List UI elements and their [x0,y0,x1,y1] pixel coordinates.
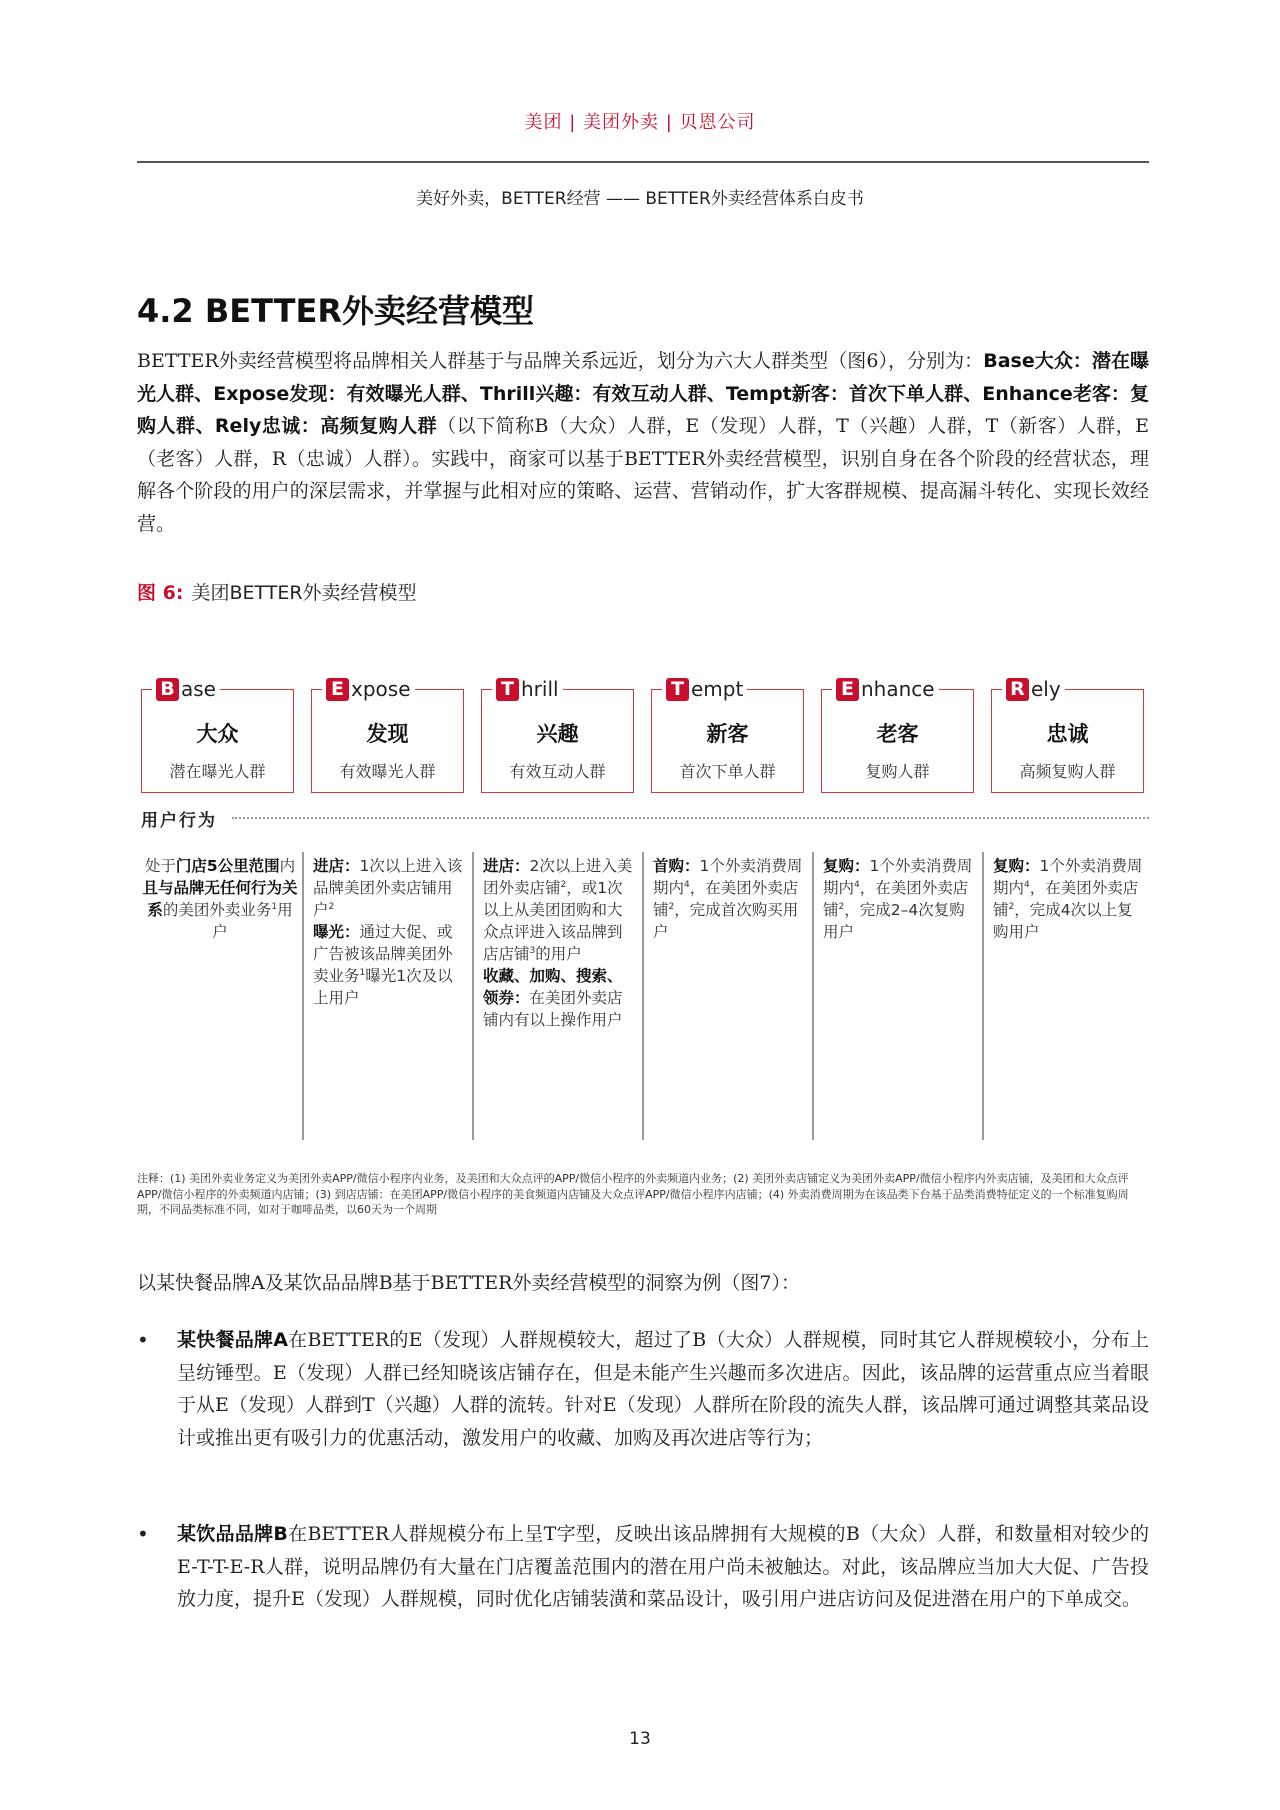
card-enhance [821,677,974,793]
header-divider [137,161,1149,163]
behavior-col-rely [993,855,1143,943]
footnote-ref: 2 [838,901,845,912]
card-letter: B [156,678,179,701]
column-divider [472,852,474,1140]
footnote-ref: 1 [359,967,366,978]
card-letter: T [666,678,689,701]
card-name: 忠诚 [1046,722,1089,746]
col-text: ，在美团外卖店铺 [823,879,969,919]
example-lead: 以某快餐品牌A及某饮品品牌B基于BETTER外卖经营模型的洞察为例（图7）： [137,1272,800,1294]
card-word: empt [691,677,744,701]
footnote-ref: 4 [854,879,860,890]
footnote-ref: 2 [328,901,335,912]
card-desc: 首次下单人群 [679,762,776,781]
card-tempt [651,677,804,793]
col-text: ，完成4次以上复购用户 [993,901,1133,941]
col-text: 2次以上进入美团外卖店铺 [483,857,633,897]
footnote-ref: 4 [1024,879,1030,890]
col-text: 通过大促、或广告被该品牌美团外卖业务 [313,923,453,985]
intro-text-2: （以下简称B（大众）人群，E（发现）人群，T（兴趣）人群，T（新客）人群，E（老客）人群，R（忠诚）人群）。实践中，商家可以基于BETTER外卖经营模型，识别自身在各个阶段的经营状态，理解各个阶段的用户的深层需求，并掌握与此相对应的策略、运营、营销动作，扩大客群规模、提高漏斗转化、实现长效经营。 [137,415,1149,535]
col-text: 1个外卖消费周期内 [993,857,1143,897]
card-desc: 有效互动人群 [509,762,606,781]
col-text: ，完成2–4次复购用户 [823,901,965,941]
footnote-ref: 1 [271,901,278,912]
col-bold: 收藏、加购、搜索、领券： [483,967,623,1007]
card-word: ely [1031,677,1061,701]
card-name: 兴趣 [536,722,579,746]
footnote-ref: 2 [560,879,567,890]
col-text: 1个外卖消费周期内 [823,857,973,897]
column-divider [302,852,304,1140]
behavior-col-tempt [653,855,803,943]
card-name: 大众 [196,722,239,746]
card-word: ase [181,677,216,701]
intro-bold-groups: Base大众：潜在曝光人群、Expose发现：有效曝光人群、Thrill兴趣：有效互动人群、Tempt新客：首次下单人群、Enhance老客：复购人群、Rely忠诚：高频复购人群 [137,350,1150,437]
col-text: 处于 [144,857,176,875]
card-head [832,676,939,702]
card-word: xpose [351,677,411,701]
bullet-item [137,1324,1149,1454]
card-expose [311,677,464,793]
col-text: 曝光1次及以上用户 [313,967,453,1007]
column-divider [642,852,644,1140]
card-head [152,676,220,702]
col-text: ，在美团外卖店铺 [653,879,799,919]
bullet-text: 在BETTER人群规模分布上呈T字型，反映出该品牌拥有大规模的B（大众）人群，和数量相对较少的E-T-T-E-R人群，说明品牌仍有大量在门店覆盖范围内的潜在用户尚未被触达。对此，该品牌应当加大大促、广告投放力度，提升E（发现）人群规模，同时优化店铺装潢和菜品设计，吸引用户进店访问及促进潜在用户的下单成交。 [177,1523,1150,1610]
behavior-divider [232,817,1149,819]
section-title: 4.2 BETTER外卖经营模型 [137,292,534,330]
intro-paragraph [137,345,1149,540]
card-name: 发现 [366,722,409,746]
card-name: 新客 [706,722,749,746]
col-bold: 复购： [823,857,870,875]
card-desc: 高频复购人群 [1019,762,1116,781]
card-desc: 有效曝光人群 [339,762,436,781]
col-text: 用户 [212,901,293,941]
card-thrill [481,677,634,793]
card-head [322,676,415,702]
card-letter: E [836,678,859,701]
col-bold: 门店5公里范围 [175,857,280,875]
intro-text-1: BETTER外卖经营模型将品牌相关人群基于与品牌关系远近，划分为六大人群类型（图6），分别为： [137,350,984,372]
behavior-col-thrill [483,855,633,1031]
behavior-col-base [141,855,299,943]
card-letter: E [326,678,349,701]
col-text: 1个外卖消费周期内 [653,857,803,897]
bullet-dot-icon: • [137,1522,149,1546]
figure-title: 美团BETTER外卖经营模型 [191,582,417,604]
card-base [141,677,294,793]
bullet-item [137,1518,1149,1616]
behavior-col-enhance [823,855,973,943]
card-word: hrill [521,677,559,701]
behavior-title: 用户行为 [141,811,217,831]
col-bold: 复购： [993,857,1040,875]
card-word: nhance [861,677,935,701]
column-divider [812,852,814,1140]
col-text: 内 [279,857,296,875]
bullet-dot-icon: • [137,1328,149,1352]
behavior-col-expose [313,855,463,1009]
card-desc: 潜在曝光人群 [169,762,266,781]
figure-label: 图 6: [137,582,184,604]
col-bold: 曝光： [313,923,360,941]
col-text: ，完成首次购买用户 [653,901,799,941]
col-text: 1次以上进入该品牌美团外卖店铺用户 [313,857,463,919]
bullet-bold: 某饮品品牌B [177,1523,288,1545]
header-subtitle: 美好外卖，BETTER经营 —— BETTER外卖经营体系白皮书 [416,189,864,209]
col-bold: 进店： [483,857,530,875]
card-desc: 复购人群 [865,762,930,781]
page-number: 13 [629,1729,651,1749]
card-head [1002,676,1065,702]
col-bold: 进店： [313,857,360,875]
col-text: 的美团外卖业务 [162,901,272,919]
card-name: 老客 [876,722,919,746]
card-head [492,676,563,702]
col-text: 在美团外卖店铺内有以上操作用户 [483,989,623,1029]
footnote-ref: 2 [1008,901,1015,912]
card-letter: T [496,678,519,701]
bullet-text: 在BETTER的E（发现）人群规模较大，超过了B（大众）人群规模，同时其它人群规模较小，分布上呈纺锤型。E（发现）人群已经知晓该店铺存在，但是未能产生兴趣而多次进店。因此，该品牌的运营重点应当着眼于从E（发现）人群到T（兴趣）人群的流转。针对E（发现）人群所在阶段的流失人群，该品牌可通过调整其菜品设计或推出更有吸引力的优惠活动，激发用户的收藏、加购及再次进店等行为； [177,1329,1149,1449]
col-bold: 首购： [653,857,700,875]
col-text: ，在美团外卖店铺 [993,879,1139,919]
header-org: 美团 | 美团外卖 | 贝恩公司 [524,112,756,133]
col-bold: 且与品牌无任何行为关系 [142,879,298,919]
card-letter: R [1006,678,1029,701]
bullet-bold: 某快餐品牌A [177,1329,288,1351]
figure-caption [137,578,417,605]
card-head [662,676,747,702]
col-text: 的用户 [535,945,582,963]
footnote-ref: 4 [684,879,690,890]
col-text: ，或1次以上从美团团购和大众点评进入该品牌到店店铺 [483,879,623,963]
column-divider [982,852,984,1140]
footnote-ref: 2 [668,901,675,912]
footnote-ref: 3 [529,945,536,956]
figure-notes: 注释：(1) 美团外卖业务定义为美团外卖APP/微信小程序内业务，及美团和大众点评的APP/微信小程序的外卖频道内业务；(2) 美团外卖店铺定义为美团外卖APP/微信小程序内外卖店铺，及美团和大众点评APP/微信小程序的外卖频道内店铺；(3) 到店店铺：在美团APP/微信小程序的美食频道内店铺及大众点评APP/微信小程序内店铺；(4) 外卖消费周期为在该品类下台基于品类消费特征定义的一个标准复购周期，不同品类标准不同，如对于咖啡品类，以60天为一个周期 [137,1172,1129,1216]
card-rely [991,677,1144,793]
